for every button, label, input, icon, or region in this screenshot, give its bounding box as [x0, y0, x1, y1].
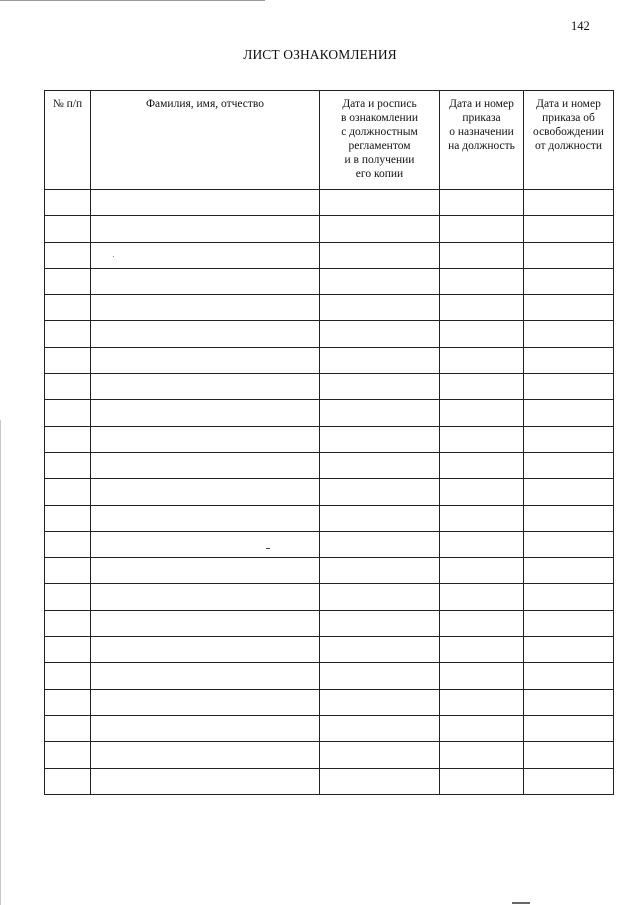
cell-release-order[interactable] — [524, 663, 614, 689]
scan-bottom-mark — [512, 902, 530, 904]
cell-full-name[interactable] — [91, 374, 320, 400]
cell-appointment-order[interactable] — [440, 505, 524, 531]
header-line: его копии — [355, 168, 404, 180]
acknowledgement-table — [44, 90, 614, 795]
header-release-order — [524, 91, 614, 190]
cell-appointment-order[interactable] — [440, 715, 524, 741]
cell-full-name[interactable] — [91, 216, 320, 242]
cell-appointment-order[interactable] — [440, 637, 524, 663]
cell-appointment-order[interactable] — [440, 216, 524, 242]
table-row — [45, 663, 614, 689]
cell-signature-date[interactable] — [320, 374, 440, 400]
cell-release-order[interactable] — [524, 610, 614, 636]
header-line: приказа — [462, 112, 501, 124]
cell-number[interactable] — [45, 742, 91, 768]
cell-signature-date[interactable] — [320, 558, 440, 584]
header-line: в ознакомлении — [341, 112, 418, 124]
cell-release-order[interactable] — [524, 242, 614, 268]
cell-signature-date[interactable] — [320, 242, 440, 268]
cell-number[interactable] — [45, 347, 91, 373]
cell-signature-date[interactable] — [320, 216, 440, 242]
header-line: Дата и роспись — [342, 98, 417, 110]
cell-release-order[interactable] — [524, 426, 614, 452]
cell-full-name[interactable] — [91, 452, 320, 478]
cell-number[interactable] — [45, 768, 91, 794]
cell-release-order[interactable] — [524, 374, 614, 400]
header-signature-date — [320, 91, 440, 190]
cell-full-name[interactable] — [91, 610, 320, 636]
header-line: от должности — [534, 140, 603, 152]
cell-release-order[interactable] — [524, 768, 614, 794]
cell-signature-date[interactable] — [320, 400, 440, 426]
table-body — [45, 190, 614, 795]
table-row — [45, 426, 614, 452]
header-line: регламентом — [348, 140, 411, 152]
table-row — [45, 216, 614, 242]
cell-number[interactable] — [45, 190, 91, 216]
header-line: Фамилия, имя, отчество — [145, 98, 265, 110]
header-line: Дата и номер — [536, 98, 601, 110]
cell-number[interactable] — [45, 715, 91, 741]
cell-signature-date[interactable] — [320, 426, 440, 452]
cell-full-name[interactable] — [91, 347, 320, 373]
cell-full-name[interactable] — [91, 426, 320, 452]
scan-speck — [266, 548, 270, 549]
table-row — [45, 637, 614, 663]
cell-number[interactable] — [45, 374, 91, 400]
table-row — [45, 321, 614, 347]
cell-number[interactable] — [45, 216, 91, 242]
cell-number[interactable] — [45, 426, 91, 452]
cell-release-order[interactable] — [524, 321, 614, 347]
cell-number[interactable] — [45, 663, 91, 689]
cell-appointment-order[interactable] — [440, 742, 524, 768]
cell-release-order[interactable] — [524, 689, 614, 715]
cell-appointment-order[interactable] — [440, 479, 524, 505]
cell-signature-date[interactable] — [320, 531, 440, 557]
cell-number[interactable] — [45, 295, 91, 321]
table-row — [45, 584, 614, 610]
table-row — [45, 689, 614, 715]
cell-appointment-order[interactable] — [440, 268, 524, 294]
cell-full-name[interactable] — [91, 268, 320, 294]
table-row — [45, 558, 614, 584]
table-row — [45, 531, 614, 557]
cell-appointment-order[interactable] — [440, 321, 524, 347]
cell-full-name[interactable] — [91, 742, 320, 768]
header-number — [45, 91, 91, 190]
cell-number[interactable] — [45, 531, 91, 557]
cell-number[interactable] — [45, 479, 91, 505]
cell-release-order[interactable] — [524, 479, 614, 505]
header-line: о назначении — [449, 126, 514, 138]
cell-appointment-order[interactable] — [440, 689, 524, 715]
cell-number[interactable] — [45, 268, 91, 294]
table-row — [45, 242, 614, 268]
cell-signature-date[interactable] — [320, 768, 440, 794]
cell-number[interactable] — [45, 321, 91, 347]
cell-full-name[interactable] — [91, 321, 320, 347]
cell-signature-date[interactable] — [320, 479, 440, 505]
table-row — [45, 190, 614, 216]
cell-full-name[interactable] — [91, 768, 320, 794]
cell-appointment-order[interactable] — [440, 452, 524, 478]
cell-full-name[interactable] — [91, 584, 320, 610]
cell-release-order[interactable] — [524, 216, 614, 242]
header-line: и в получении — [344, 154, 415, 166]
header-line: приказа об — [542, 112, 595, 124]
header-row — [45, 91, 614, 190]
cell-release-order[interactable] — [524, 268, 614, 294]
cell-full-name[interactable] — [91, 242, 320, 268]
cell-appointment-order[interactable] — [440, 295, 524, 321]
cell-release-order[interactable] — [524, 715, 614, 741]
cell-signature-date[interactable] — [320, 505, 440, 531]
cell-appointment-order[interactable] — [440, 768, 524, 794]
cell-release-order[interactable] — [524, 531, 614, 557]
cell-appointment-order[interactable] — [440, 610, 524, 636]
cell-signature-date[interactable] — [320, 689, 440, 715]
cell-signature-date[interactable] — [320, 268, 440, 294]
cell-number[interactable] — [45, 610, 91, 636]
cell-full-name[interactable] — [91, 505, 320, 531]
header-line: с должностным — [341, 126, 418, 138]
cell-release-order[interactable] — [524, 558, 614, 584]
cell-signature-date[interactable] — [320, 321, 440, 347]
cell-appointment-order[interactable] — [440, 374, 524, 400]
document-title: ЛИСТ ОЗНАКОМЛЕНИЯ — [243, 47, 397, 62]
table-row — [45, 268, 614, 294]
cell-signature-date[interactable] — [320, 663, 440, 689]
cell-appointment-order[interactable] — [440, 558, 524, 584]
cell-number[interactable] — [45, 505, 91, 531]
header-appointment-order — [440, 91, 524, 190]
cell-full-name[interactable] — [91, 689, 320, 715]
cell-release-order[interactable] — [524, 742, 614, 768]
cell-appointment-order[interactable] — [440, 400, 524, 426]
table-row — [45, 505, 614, 531]
cell-signature-date[interactable] — [320, 295, 440, 321]
cell-appointment-order[interactable] — [440, 663, 524, 689]
cell-signature-date[interactable] — [320, 715, 440, 741]
header-line: освобождении — [533, 126, 604, 138]
cell-signature-date[interactable] — [320, 742, 440, 768]
table-row — [45, 742, 614, 768]
scan-top-edge-line — [0, 0, 265, 1]
cell-appointment-order[interactable] — [440, 584, 524, 610]
cell-release-order[interactable] — [524, 190, 614, 216]
cell-release-order[interactable] — [524, 347, 614, 373]
cell-signature-date[interactable] — [320, 610, 440, 636]
scan-left-edge-line — [0, 420, 1, 905]
cell-full-name[interactable] — [91, 531, 320, 557]
cell-release-order[interactable] — [524, 637, 614, 663]
cell-number[interactable] — [45, 689, 91, 715]
table-row — [45, 374, 614, 400]
cell-number[interactable] — [45, 584, 91, 610]
table-row — [45, 295, 614, 321]
table-row — [45, 768, 614, 794]
table-row — [45, 610, 614, 636]
cell-number[interactable] — [45, 452, 91, 478]
cell-full-name[interactable] — [91, 479, 320, 505]
cell-release-order[interactable] — [524, 295, 614, 321]
cell-release-order[interactable] — [524, 452, 614, 478]
cell-number[interactable] — [45, 400, 91, 426]
cell-number[interactable] — [45, 558, 91, 584]
cell-full-name[interactable] — [91, 637, 320, 663]
cell-release-order[interactable] — [524, 400, 614, 426]
header-full-name — [91, 91, 320, 190]
cell-full-name[interactable] — [91, 715, 320, 741]
table-row — [45, 715, 614, 741]
cell-full-name[interactable] — [91, 190, 320, 216]
page-number: 142 — [571, 19, 590, 33]
cell-number[interactable] — [45, 242, 91, 268]
cell-full-name[interactable] — [91, 400, 320, 426]
header-line: № п/п — [52, 98, 83, 110]
cell-release-order[interactable] — [524, 505, 614, 531]
table-row — [45, 347, 614, 373]
header-line: на должность — [448, 140, 515, 152]
cell-signature-date[interactable] — [320, 190, 440, 216]
header-line: Дата и номер — [449, 98, 514, 110]
cell-appointment-order[interactable] — [440, 347, 524, 373]
cell-full-name[interactable] — [91, 295, 320, 321]
cell-appointment-order[interactable] — [440, 242, 524, 268]
cell-signature-date[interactable] — [320, 584, 440, 610]
cell-signature-date[interactable] — [320, 637, 440, 663]
cell-signature-date[interactable] — [320, 452, 440, 478]
cell-signature-date[interactable] — [320, 347, 440, 373]
table-row — [45, 400, 614, 426]
cell-full-name[interactable] — [91, 558, 320, 584]
cell-number[interactable] — [45, 637, 91, 663]
cell-full-name[interactable] — [91, 663, 320, 689]
table-row — [45, 479, 614, 505]
cell-appointment-order[interactable] — [440, 426, 524, 452]
table-row — [45, 452, 614, 478]
cell-appointment-order[interactable] — [440, 531, 524, 557]
cell-appointment-order[interactable] — [440, 190, 524, 216]
scan-speck — [113, 256, 114, 257]
cell-release-order[interactable] — [524, 584, 614, 610]
